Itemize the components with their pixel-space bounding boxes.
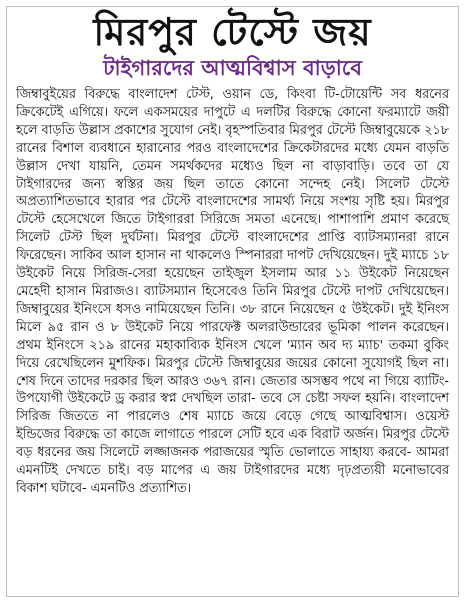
subheadline: টাইগারদের আত্মবিশ্বাস বাড়াবে (103, 56, 362, 80)
article-body: জিম্বাবুইয়ের বিরুদ্ধে বাংলাদেশ টেস্ট, ওয়ান ডে, কিংবা টি-টোয়েন্টি সব ধরনের ক্রিকেটেই এগিয়ে। ফলে একসময়ের দাপুটে এ দলটির বিরুদ্ধে কোনো ফরম্যাটে জয়ী হলে বাড়তি উল্লাস প্রকাশের সুযোগ নেই। বৃহস্পতিবার মিরপুর টেস্টে জিম্বাবুয়েকে ২১৮ রানের বিশাল ব্যবধানে হারানোর পরও বাংলাদেশের ক্রিকেটারদের মধ্যে যেমন বাড়তি উল্লাস দেখা যায়নি, তেমন সমর্থকদের মধ্যেও ছিল না বাড়াবাড়ি। তবে তা যে টাইগারদের জন্য স্বস্তির জয় ছিল তাতে কোনো সন্দেহ নেই। সিলেট টেস্টে অপ্রত্যাশিতভাবে হারার পর টেস্টে বাংলাদেশের সামর্থ্য নিয়ে সংশয় সৃষ্টি হয়। মিরপুর টেস্টে হেসেখেলে জিতে টাইগাররা সিরিজে সমতা এনেছে। পাশাপাশি প্রমাণ করেছে সিলেট টেস্ট ছিল দুর্ঘটনা। মিরপুর টেস্টে বাংলাদেশের প্রাপ্তি ব্যাটসম্যানরা রানে ফিরেছেন। সাকিব আল হাসান না থাকলেও স্পিনাররা দাপট দেখিয়েছেন। দুই ম্যাচে ১৮ উইকেট নিয়ে সিরিজ-সেরা হয়েছেন তাইজুল ইসলাম আর ১১ উইকেট নিয়েছেন মেহেদী হাসান মিরাজও। ব্যাটসম্যান হিসেবেও তিনি মিরপুর টেস্টে দাপট দেখিয়েছেন। জিম্বাবুয়ের ইনিংসে ধসও নামিয়েছেন তিনি। ৩৮ রানে নিয়েছেন ৫ উইকেট। দুই ইনিংস মিলে ৯৫ রান ও ৮ উইকেট নিয়ে পারফেক্ট অলরাউন্ডারের ভূমিকা পালন করেছেন। প্রথম ইনিংসে ২১৯ রানের মহাকাব্যিক ইনিংস খেলে 'ম্যান অব দ্য ম্যাচ' তকমা বুকিং দিয়ে রেখেছিলেন মুশফিক। মিরপুর টেস্টে জিম্বাবুয়ের জয়ের কোনো সুযোগই ছিল না। শেষ দিনে তাদের দরকার ছিল আরও ৩৬৭ রান। জেতার অসম্ভব পথে না গিয়ে ব্যাটিং-উপযোগী উইকেটে ড্র করার স্বপ্ন দেখছিল তারা- তবে সে চেষ্টা সফল হয়নি। বাংলাদেশ সিরিজ জিততে না পারলেও শেষ ম্যাচে জয়ে বেড়ে গেছে আত্মবিশ্বাস। ওয়েস্ট ইন্ডিজের বিরুদ্ধে তা কাজে লাগাতে পারলে সেটি হবে এক বিরাট অর্জন। মিরপুর টেস্টে বড় ধরনের জয় সিলেটে লজ্জাজনক পরাজয়ের স্মৃতি ভোলাতে সাহায্য করবে- আমরা এমনটিই দেখতে চাই। বড় মাপের এ জয় টাইগারদের মধ্যে দৃঢ়প্রত্যয়ী মনোভাবের বিকাশ ঘটাবে- এমনটিও প্রত্যাশিত। (16, 87, 449, 496)
headline: মিরপুর টেস্টে জয় (93, 10, 372, 54)
article-frame (6, 6, 459, 597)
